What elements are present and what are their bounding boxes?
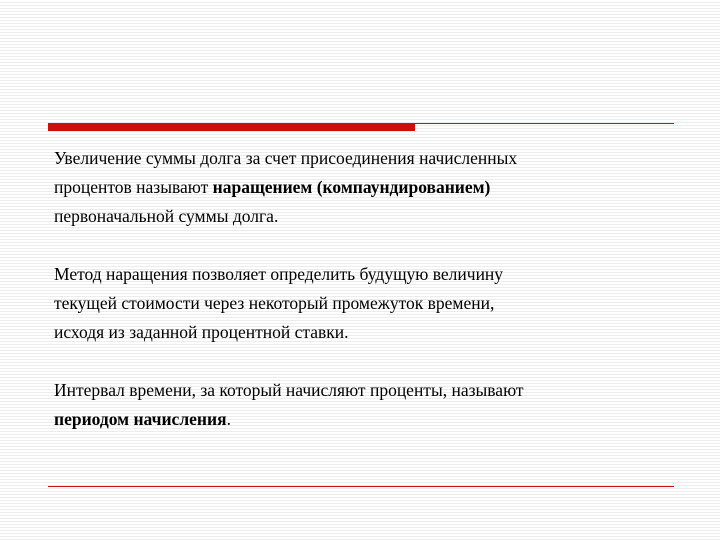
text-line xyxy=(54,376,674,405)
text-line xyxy=(54,318,674,347)
paragraph-accrual-period xyxy=(54,376,674,434)
top-accent-bar xyxy=(48,123,415,131)
bottom-divider-line xyxy=(48,486,674,487)
text-run: . xyxy=(226,409,231,429)
text-line xyxy=(54,260,674,289)
term-compounding: наращением (компаундированием) xyxy=(212,177,491,197)
text-run: Интервал времени, за который начисляют проценты, называют xyxy=(54,380,524,400)
text-line xyxy=(54,144,674,173)
text-run: первоначальной суммы долга. xyxy=(54,206,279,226)
text-run: исходя из заданной процентной ставки. xyxy=(54,322,349,342)
paragraph-compounding-definition xyxy=(54,144,674,231)
text-run: процентов называют xyxy=(54,177,213,197)
slide-body xyxy=(54,144,674,434)
text-run: Увеличение суммы долга за счет присоединения начисленных xyxy=(54,148,518,168)
paragraph-compounding-method xyxy=(54,260,674,347)
text-line xyxy=(54,405,674,434)
term-accrual-period: периодом начисления xyxy=(54,409,227,429)
text-line xyxy=(54,173,674,202)
text-run: Метод наращения позволяет определить будущую величину xyxy=(54,264,504,284)
text-line xyxy=(54,289,674,318)
text-line xyxy=(54,202,674,231)
text-run: текущей стоимости через некоторый промежуток времени, xyxy=(54,293,495,313)
